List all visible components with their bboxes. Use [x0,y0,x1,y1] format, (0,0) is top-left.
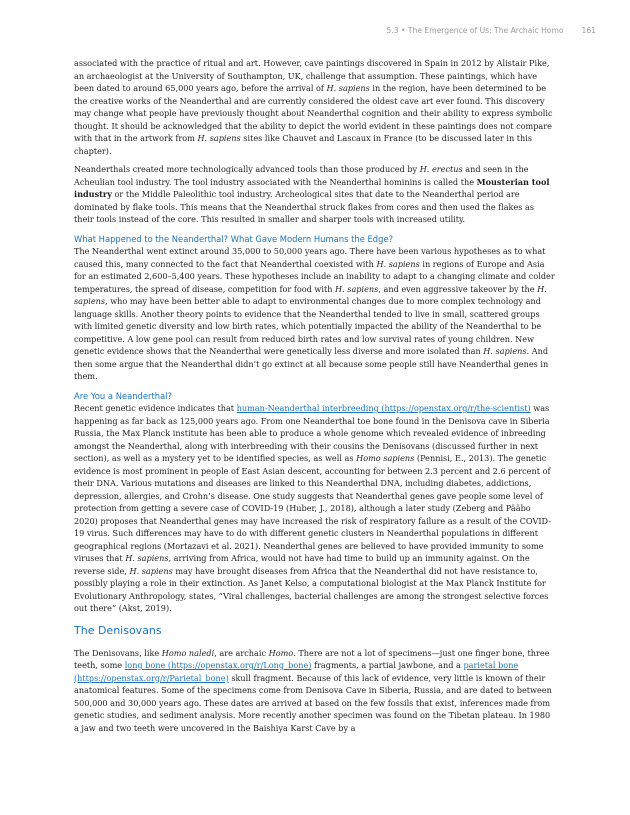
link-interbreeding[interactable]: human-Neanderthal interbreeding (https://openstax.org/r/the-scientist) [236,403,531,413]
paragraph-denisovans: The Denisovans, like Homo naledi, are archaic Homo. There are not a lot of specimens—just one finger bone, three teeth, some long bone (https://openstax.org/r/Long_bone) fragments, a partial jawbone, and a parietal bone (https://openstax.org/r/Parietal_bone) skull fragment. Because of this lack of evidence, very little is known of their anatomical features. Some of the specimens come from Denisova Cave in Siberia, Russia, and are dated to between 500,000 and 30,000 years ago. These dates are arrived at based on the few fossils that exist, inferences made from genetic studies, and sediment analysis. More recently another specimen was found on the Tibetan plateau. In 1980 a jaw and two teeth were uncovered in the Baishiya Karst Cave by a [74,647,552,733]
section-heading-denisovans: The Denisovans [74,623,162,637]
key-term-mousterian: Mousterian tool industry [74,176,550,199]
paragraph-tools: Neanderthals created more technologically advanced tools than those produced by H. erectus and seen in the Acheulian tool industry. The tool industry associated with the Neanderthal hominins is called the Mousterian tool industry or the Middle Paleolithic tool industry. Archeological sites that date to the Neanderthal period are dominated by flake tools. This means that the Neanderthal struck flakes from cores and then used the flakes as their tools instead of the core. This resulted in smaller and sharper tools with increased utility. [74,164,550,224]
paragraph-extinction: The Neanderthal went extinct around 35,000 to 50,000 years ago. There have been various hypotheses as to what caused this, many connected to the fact that Neanderthal coexisted with H. sapiens in regions of Europe and Asia for an estimated 2,600–5,400 years. These hypotheses include an inability to adapt to a changing climate and colder temperatures, the spread of disease, competition for food with H. sapiens, and even aggressive takeover by the H. sapiens, who may have been better able to adapt to environmental changes due to more complex technology and language skills. Another theory points to evidence that the Neanderthal tended to live in small, scattered groups with limited genetic diversity and low birth rates, which potentially impacted the ability of the Neanderthal to be competitive. A low gene pool can result from reduced birth rates and low survival rates of young children. New genetic evidence shows that the Neanderthal were genetically less diverse and more isolated than H. sapiens. And then some argue that the Neanderthal didn’t go extinct at all because some people still have Neanderthal genes in them. [74,246,555,381]
subheading-what-happened: What Happened to the Neanderthal? What Gave Modern Humans the Edge? [74,233,394,244]
paragraph-cave-art: associated with the practice of ritual and art. However, cave paintings discovered in Spain in 2012 by Alistair Pike, an archaeologist at the University of Southampton, UK, challenge that assumption. These paintings, which have been dated to around 65,000 years ago, before the arrival of H. sapiens in the region, have been determined to be the creative works of the Neanderthal and are currently considered the oldest cave art ever found. This discovery may change what people have previously thought about Neanderthal cognition and their ability to express symbolic thought. It should be acknowledged that the ability to depict the world evident in these paintings does not compare with that in the artwork from H. sapiens sites like Chauvet and Lascaux in France (to be discussed later in this chapter). [74,58,553,156]
running-header-section: 5.3 • The Emergence of Us: The Archaic Homo [386,26,564,35]
page-body [74,57,556,740]
running-header [387,26,597,35]
page-number: 161 [581,26,596,35]
link-parietal-bone[interactable]: parietal bone (https://openstax.org/r/Parietal_bone) [74,660,519,683]
link-long-bone[interactable]: long bone (https://openstax.org/r/Long_bone) [124,660,312,670]
subheading-are-you-neanderthal: Are You a Neanderthal? [74,390,172,401]
paragraph-genetics: Recent genetic evidence indicates that human-Neanderthal interbreeding (https://openstax.org/r/the-scientist) was happening as far back as 125,000 years ago. From one Neanderthal toe bone found in the Denisova cave in Siberia Russia, the Max Planck institute has been able to produce a whole genome which revealed evidence of inbreeding amongst the Neanderthal, along with interbreeding with their cousins the Denisovans (discussed further in next section), as well as a mystery yet to be identified species, as well as Homo sapiens (Pennisi, E., 2013). The genetic evidence is most prominent in people of East Asian descent, accounting for between 2.3 percent and 2.6 percent of their DNA. Various mutations and diseases are linked to this Neanderthal DNA, including diabetes, addictions, depression, allergies, and Crohn’s disease. One study suggests that Neanderthal genes gave people some level of protection from getting a severe case of COVID-19 (Huber, J., 2018), although a later study (Zeberg and Pääbo 2020) proposes that Neanderthal genes may have increased the risk of respiratory failure as a result of the COVID-19 virus. Such differences may have to do with different genetic clusters in Neanderthal populations in different geographical regions (Mortazavi et al. 2021). Neanderthal genes are believed to have provided immunity to some viruses that H. sapiens, arriving from Africa, would not have had time to build up an immunity against. On the reverse side, H. sapiens may have brought diseases from Africa that the Neanderthal did not have resistance to, possibly playing a role in their extinction. As Janet Kelso, a computational biologist at the Max Planck Institute for Evolutionary Anthropology, states, “Viral challenges, bacterial challenges are among the strongest selective forces out there” (Akst, 2019). [74,403,551,613]
